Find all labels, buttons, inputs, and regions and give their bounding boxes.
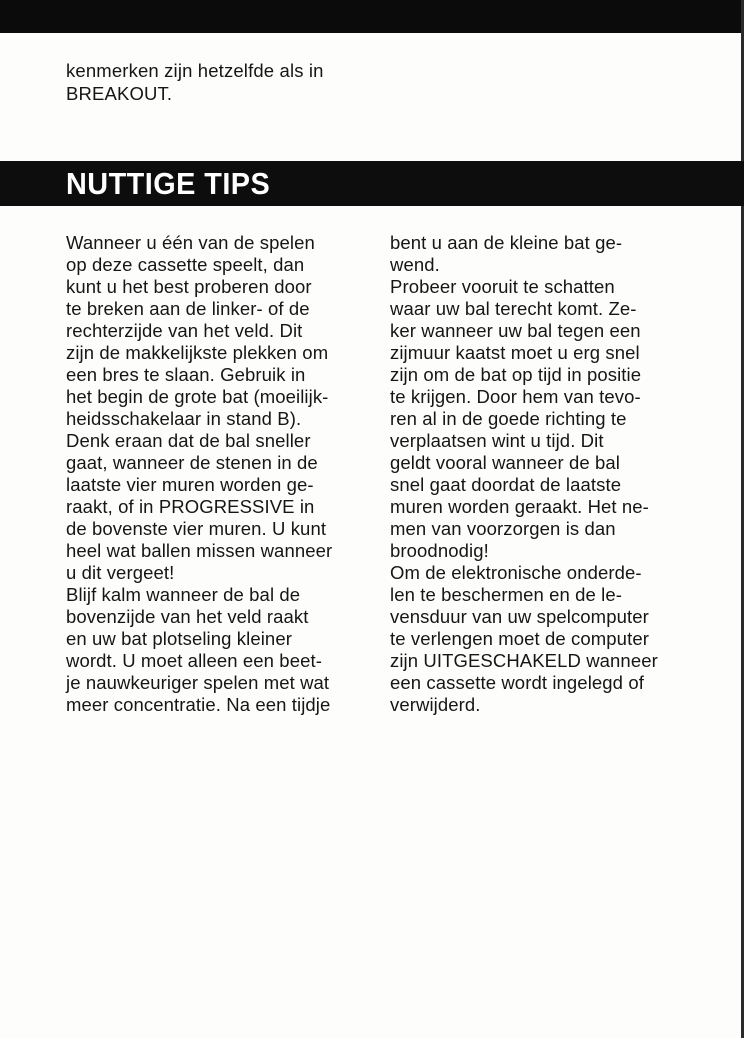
text-line: broodnodig! — [390, 540, 489, 561]
text-line: wordt. U moet alleen een beet- — [66, 650, 322, 671]
intro-line: kenmerken zijn hetzelfde als in — [66, 60, 324, 81]
text-line: de bovenste vier muren. U kunt — [66, 518, 327, 539]
text-line: zijn om de bat op tijd in positie — [390, 364, 642, 385]
text-line: len te beschermen en de le- — [390, 584, 623, 605]
text-line: en uw bat plotseling kleiner — [66, 628, 292, 649]
text-line: Denk eraan dat de bal sneller — [66, 430, 311, 451]
text-line: verwijderd. — [390, 694, 481, 715]
text-line: wend. — [390, 254, 440, 275]
right-text-column — [390, 232, 690, 716]
text-line: men van voorzorgen is dan — [390, 518, 616, 539]
text-line: te breken aan de linker- of de — [66, 298, 310, 319]
text-line: ren al in de goede richting te — [390, 408, 627, 429]
intro-paragraph — [66, 60, 386, 105]
text-line: Om de elektronische onderde- — [390, 562, 642, 583]
text-line: Wanneer u één van de spelen — [66, 232, 315, 253]
top-black-band — [0, 0, 744, 33]
section-heading-bar — [0, 161, 744, 206]
text-line: raakt, of in PROGRESSIVE in — [66, 496, 315, 517]
text-line: heel wat ballen missen wanneer — [66, 540, 333, 561]
left-text-column — [66, 232, 366, 716]
text-line: een cassette wordt ingelegd of — [390, 672, 644, 693]
text-line: heidsschakelaar in stand B). — [66, 408, 302, 429]
text-line: vensduur van uw spelcomputer — [390, 606, 649, 627]
text-line: Probeer vooruit te schatten — [390, 276, 615, 297]
text-line: verplaatsen wint u tijd. Dit — [390, 430, 604, 451]
text-line: het begin de grote bat (moeilijk- — [66, 386, 329, 407]
text-line: u dit vergeet! — [66, 562, 175, 583]
text-line: meer concentratie. Na een tijdje — [66, 694, 331, 715]
text-line: bent u aan de kleine bat ge- — [390, 232, 623, 253]
intro-line: BREAKOUT. — [66, 82, 173, 104]
text-line: rechterzijde van het veld. Dit — [66, 320, 303, 341]
text-line: je nauwkeuriger spelen met wat — [66, 672, 330, 693]
text-line: een bres te slaan. Gebruik in — [66, 364, 306, 385]
text-line: zijn de makkelijkste plekken om — [66, 342, 329, 363]
text-line: ker wanneer uw bal tegen een — [390, 320, 641, 341]
section-title: NUTTIGE TIPS — [66, 166, 271, 201]
text-line: waar uw bal terecht komt. Ze- — [390, 298, 637, 319]
text-line: kunt u het best proberen door — [66, 276, 312, 297]
text-line: op deze cassette speelt, dan — [66, 254, 305, 275]
text-line: muren worden geraakt. Het ne- — [390, 496, 649, 517]
text-line: Blijf kalm wanneer de bal de — [66, 584, 301, 605]
text-line: te krijgen. Door hem van tevo- — [390, 386, 641, 407]
text-line: gaat, wanneer de stenen in de — [66, 452, 318, 473]
text-line: zijmuur kaatst moet u erg snel — [390, 342, 640, 363]
text-line: bovenzijde van het veld raakt — [66, 606, 309, 627]
text-line: snel gaat doordat de laatste — [390, 474, 622, 495]
text-line: geldt vooral wanneer de bal — [390, 452, 620, 473]
text-line: te verlengen moet de computer — [390, 628, 649, 649]
text-line: laatste vier muren worden ge- — [66, 474, 314, 495]
text-line: zijn UITGESCHAKELD wanneer — [390, 650, 658, 671]
